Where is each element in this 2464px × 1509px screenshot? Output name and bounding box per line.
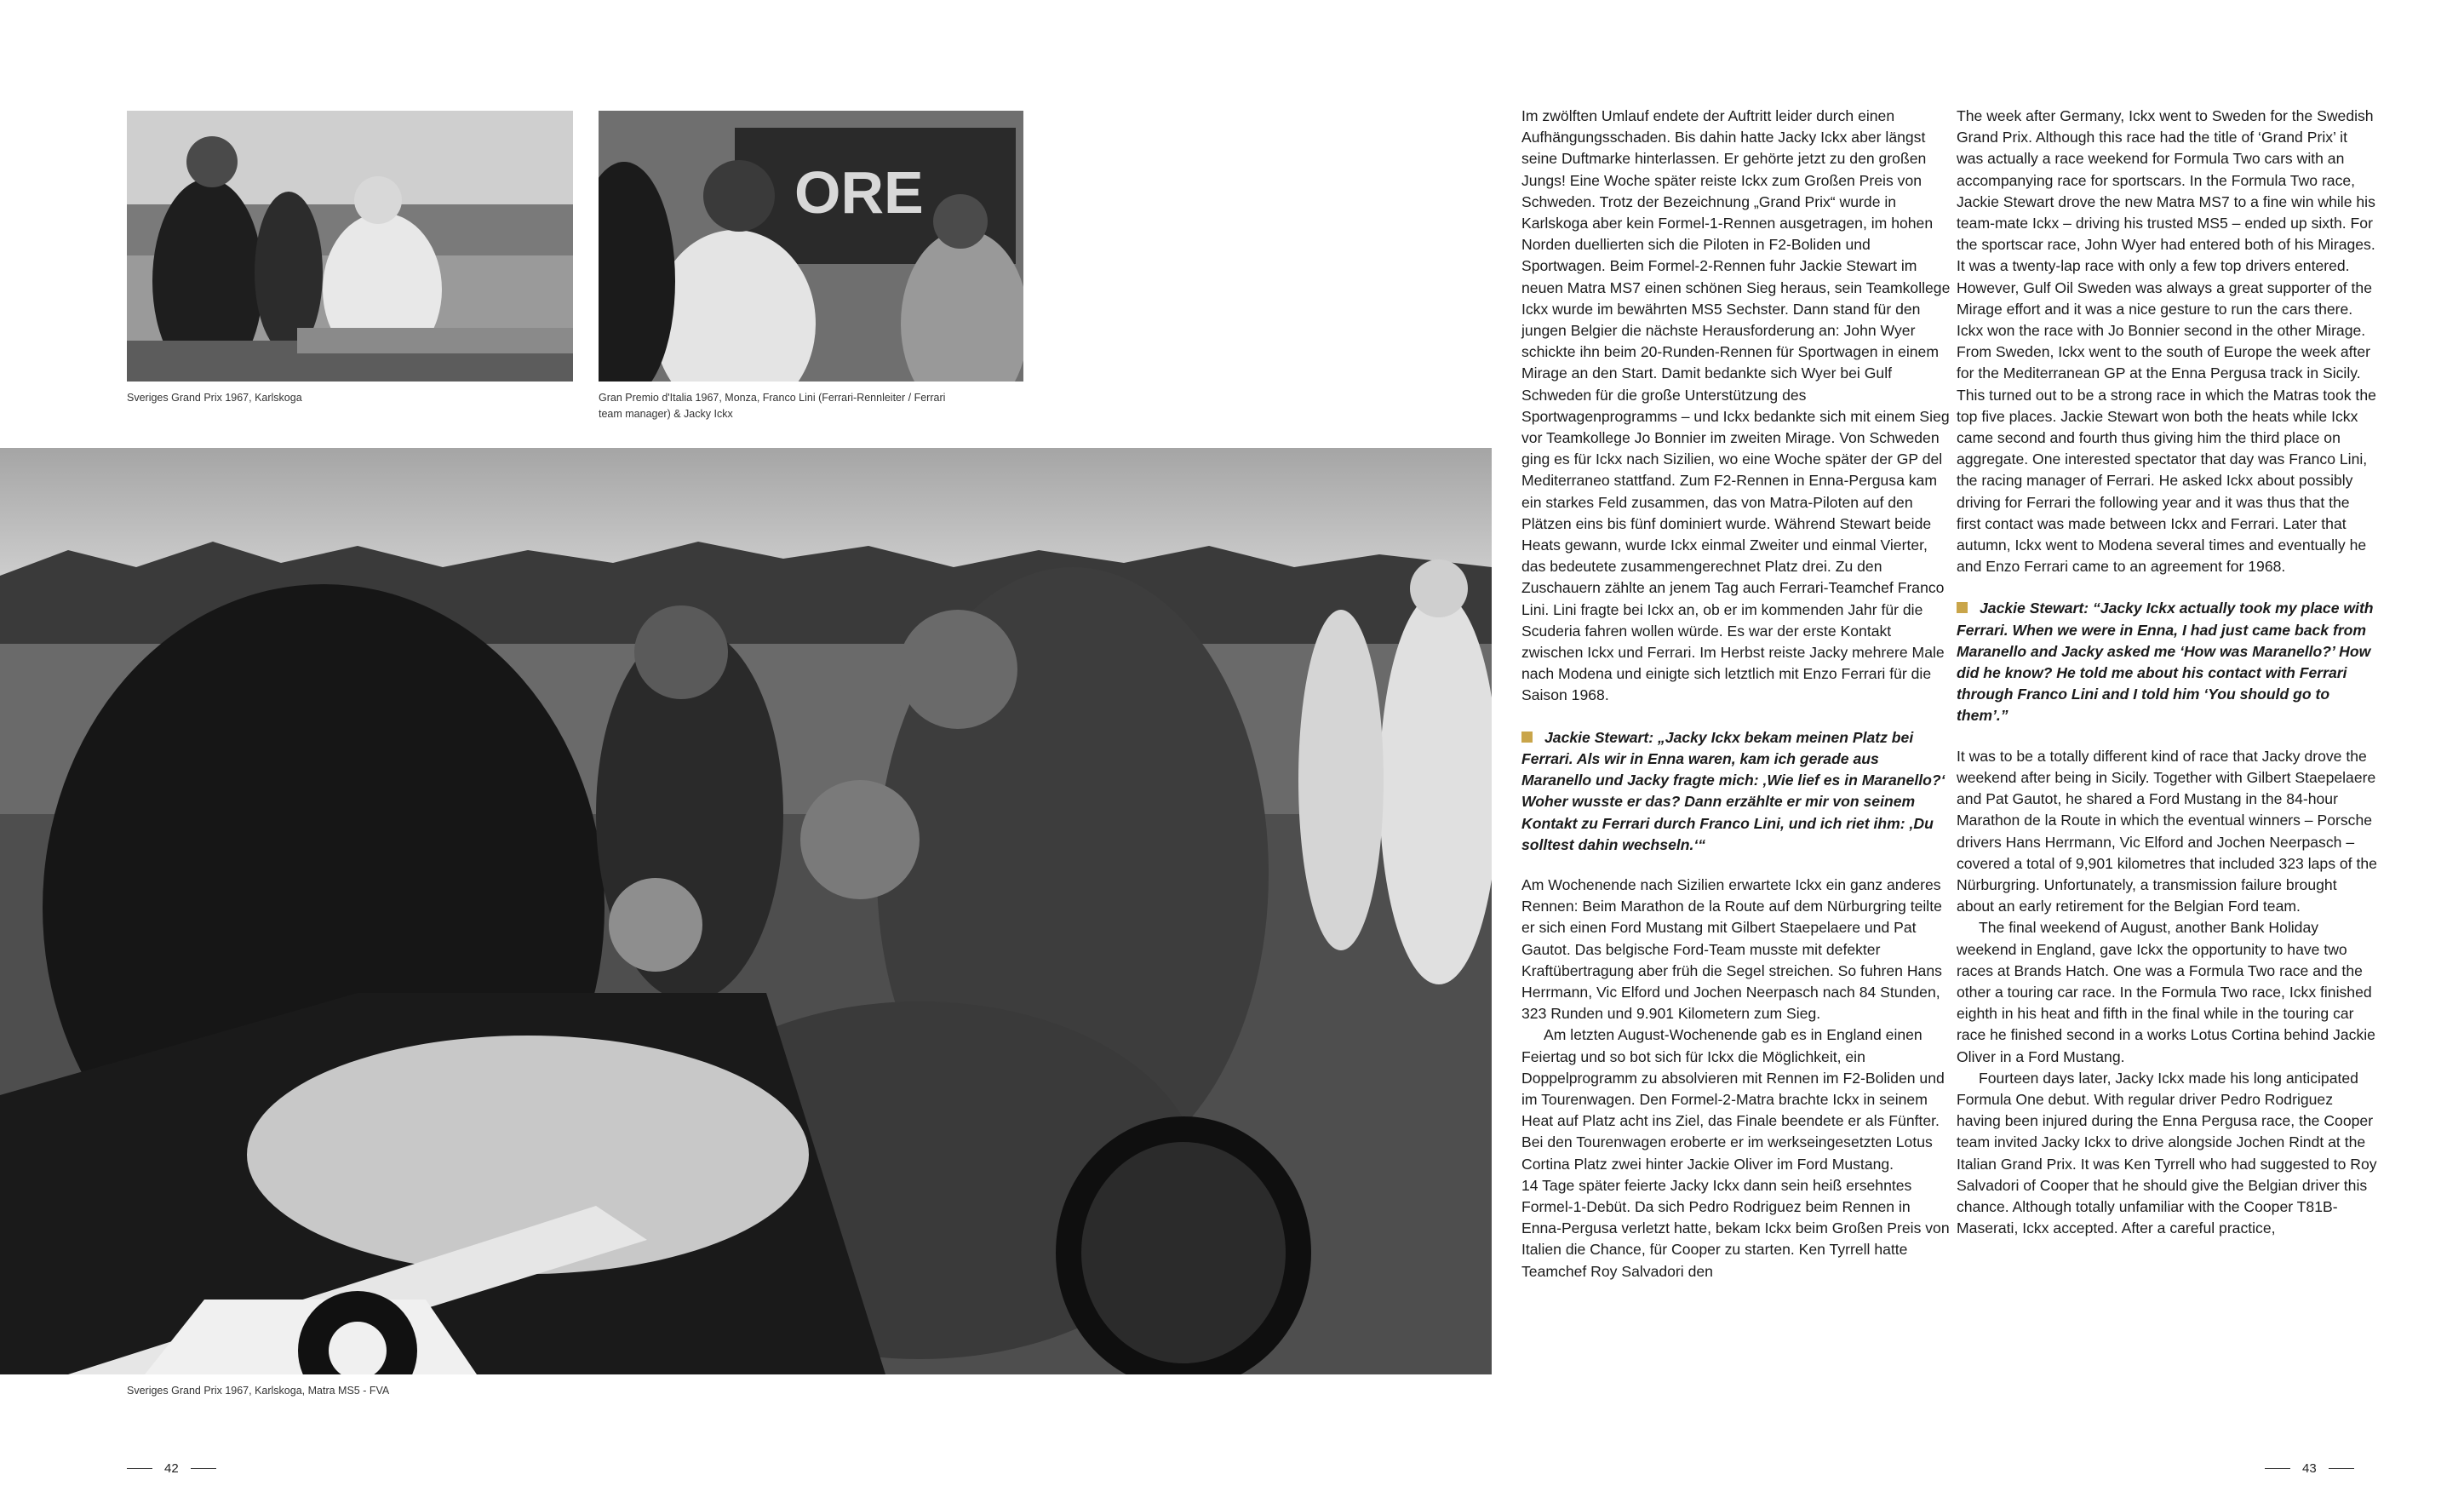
folio-rule: [127, 1468, 152, 1469]
english-paragraph-3: The final weekend of August, another Bank Holiday weekend in England, gave Ickx the opportunity to have two races at Brands Hatch. One was a Formula Two race and the other a touring car race. In the Formula Two race, Ickx finished eighth in his heat and fifth in the final while in the touring car race he finished second in a works Lotus Cortina behind Jackie Oliver in a Ford Mustang.: [1957, 919, 2375, 1065]
caption-monza-line2: team manager) & Jacky Ickx: [599, 408, 733, 420]
german-quote-text: Jackie Stewart: „Jacky Ickx bekam meinen Platz bei Ferrari. Als wir in Enna waren, kam ich gerade aus Maranello und Jacky fragte mich: ‚Wie lief es in Maranello?‘ Woher wusste er das? Dann erzählte er mir von seinem Kontakt zu Ferrari durch Franco Lini, und ich riet ihm: ‚Du solltest dahin wechseln.‘“: [1521, 728, 1945, 853]
photo-matra-ms5: [0, 448, 1492, 1374]
english-pull-quote: [1957, 598, 2377, 726]
folio-rule: [2329, 1468, 2354, 1469]
page-number-42: 42: [164, 1461, 179, 1476]
english-paragraph-2: It was to be a totally different kind of race that Jacky drove the weekend after being in Sicily. Together with Gilbert Staepelaere and Pat Gautot, he shared a Ford Mustang in the 84-hour Marathon de la Route in which the eventual winners – Porsche drivers Hans Herrmann, Vic Elford and Jochen Neerpasch – covered a total of 9,901 kilometres that included 323 laps of the Nürburgring. Unfortunately, a transmission failure brought about an early retirement for the Belgian Ford team.: [1957, 747, 2377, 915]
german-text-column: [1521, 106, 1951, 1282]
photo-monza-lini: [599, 111, 1023, 382]
folio-rule: [191, 1468, 216, 1469]
quote-marker-square: [1957, 602, 1968, 613]
english-paragraph-4: Fourteen days later, Jacky Ickx made his long anticipated Formula One debut. With regular driver Pedro Rodriguez having been injured during the Enna Pergusa race, the Cooper team invited Jacky Ickx to drive alongside Jochen Rindt at the Italian Grand Prix. It was Ken Tyrrell who had suggested to Roy Salvadori of Cooper that he should give the Belgian driver this chance. Although totally unfamiliar with the Cooper T81B-Maserati, Ickx accepted. After a careful practice,: [1957, 1069, 2377, 1237]
caption-matra-ms5: Sveriges Grand Prix 1967, Karlskoga, Matra MS5 - FVA: [127, 1385, 390, 1397]
quote-marker-square: [1521, 732, 1533, 743]
caption-monza-line1: Gran Premio d'Italia 1967, Monza, Franco Lini (Ferrari-Rennleiter / Ferrari: [599, 392, 946, 404]
page-number-left: [127, 1461, 216, 1476]
photo-karlskoga-pits: [127, 111, 573, 382]
folio-rule: [2265, 1468, 2290, 1469]
english-quote-text: Jackie Stewart: “Jacky Ickx actually took my place with Ferrari. When we were in Enna, I had just came back from Maranello and Jacky asked me ‘How was Maranello?’ How did he know? He told me about his contact with Ferrari through Franco Lini and I told him ‘You should go to them’.”: [1957, 600, 2374, 725]
english-text-column: [1957, 106, 2377, 1239]
german-paragraph-3: Am letzten August-Wochenende gab es in England einen Feiertag und so bot sich für Ickx die Möglichkeit, ein Doppelprogramm zu absolvieren mit Rennen im F2-Boliden und im Tourenwagen. Den Formel-2-Matra brachte Ickx in seinem Heat auf Platz acht ins Ziel, das Finale beendete er als Fünfter. Bei den Tourenwagen eroberte er im werkseingesetzten Lotus Cortina Platz zwei hinter Jackie Oliver im Ford Mustang.: [1521, 1026, 1945, 1173]
page-number-43: 43: [2302, 1461, 2317, 1476]
page-number-right: [2265, 1461, 2354, 1476]
german-paragraph-4: 14 Tage später feierte Jacky Ickx dann sein heiß ersehntes Formel-1-Debüt. Da sich Pedro Rodriguez beim Rennen in Enna-Pergusa verletzt hatte, bekam Ickx beim Großen Preis von Italien die Chance, für Cooper zu starten. Ken Tyrrell hatte Teamchef Roy Salvadori den: [1521, 1176, 1950, 1280]
caption-monza: [599, 390, 1024, 422]
german-paragraph-2: Am Wochenende nach Sizilien erwartete Ickx ein ganz anderes Rennen: Beim Marathon de la Route auf dem Nürburgring teilte er sich einen Ford Mustang mit Gilbert Staepelaere und Pat Gautot. Das belgische Ford-Team musste mit defekter Kraftübertragung aber früh die Segel streichen. So fuhren Hans Herrmann, Vic Elford und Jochen Neerpasch nach 84 Stunden, 323 Runden und 9.901 Kilometern zum Sieg.: [1521, 875, 1942, 1023]
svg-text:ORE: ORE: [794, 159, 924, 226]
english-paragraph-1: The week after Germany, Ickx went to Sweden for the Swedish Grand Prix. Although this race had the title of ‘Grand Prix’ it was actually a race weekend for Formula Two cars with an accompanying race for sportscars. In the Formula Two race, Jackie Stewart drove the new Matra MS7 to a fine win while his team-mate Ickx – driving his trusted MS5 – ended up sixth. For the sportscar race, John Wyer had entered both of his Mirages. It was a twenty-lap race with only a few top drivers entered. However, Gulf Oil Sweden was always a great supporter of the Mirage effort and it was a nice gesture to run the cars there. Ickx won the race with Jo Bonnier second in the other Mirage. From Sweden, Ickx went to the south of Europe the week after for the Mediterranean GP at the Enna Pergusa track in Sicily. This turned out to be a strong race in which the Matras took the top five places. Jackie Stewart won both the heats while Ickx came second and fourth thus giving him the third place on aggregate. One interested spectator that day was Franco Lini, the racing manager of Ferrari. He asked Ickx about possibly driving for Ferrari the following year and it was thus that the first contact was made between Ickx and Ferrari. Later that autumn, Ickx went to Modena several times and eventually he and Enzo Ferrari came to an agreement for 1968.: [1957, 107, 2376, 576]
caption-karlskoga: Sveriges Grand Prix 1967, Karlskoga: [127, 392, 302, 404]
german-pull-quote: [1521, 727, 1951, 856]
german-paragraph-1: Im zwölften Umlauf endete der Auftritt leider durch einen Aufhängungsschaden. Bis dahin hatte Jacky Ickx aber längst seine Duftmarke hinterlassen. Er gehörte jetzt zu den großen Jungs! Eine Woche später reiste Ickx zum Großen Preis von Schweden. Trotz der Bezeichnung „Grand Prix“ wurde in Karlskoga aber kein Formel-1-Rennen ausgetragen, im hohen Norden duellierten sich die Piloten in F2-Boliden und Sportwagen. Beim Formel-2-Rennen fuhr Jackie Stewart im neuen Matra MS7 einen schönen Sieg heraus, sein Teamkollege Ickx wurde im bewährten MS5 Sechster. Dann stand für den jungen Belgier die nächste Herausforderung an: John Wyer schickte ihn beim 20-Runden-Rennen für Sportwagen in einem Mirage an den Start. Damit bedankte sich Wyer bei Gulf Schweden für die große Unterstützung des Sportwagenprogramms – und Ickx bedankte sich mit einem Sieg vor Teamkollege Jo Bonnier im zweiten Mirage. Von Schweden ging es für Ickx nach Sizilien, wo eine Woche später der GP del Mediterraneo stattfand. Zum F2-Rennen in Enna-Pergusa kam ein starkes Feld zusammen, das von Matra-Piloten auf den Plätzen eins bis fünf dominiert wurde. Während Stewart beide Heats gewann, wurde Ickx einmal Zweiter und einmal Vierter, das bedeutete zusammengerechnet Platz drei. Zu den Zuschauern zählte an jenem Tag auch Ferrari-Teamchef Franco Lini. Lini fragte bei Ickx an, ob er im kommenden Jahr für die Scuderia fahren wollen würde. Es war der erste Kontakt zwischen Ickx und Ferrari. Im Herbst reiste Jacky mehrere Male nach Modena und einigte sich letztlich mit Enzo Ferrari für die Saison 1968.: [1521, 107, 1951, 704]
